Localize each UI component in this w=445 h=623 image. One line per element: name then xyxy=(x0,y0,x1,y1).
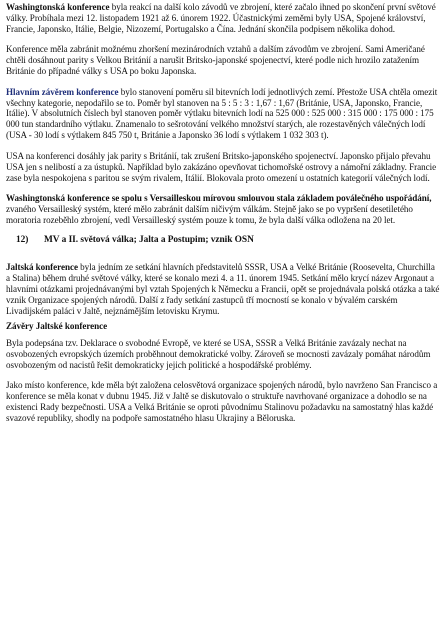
subheading-conclusions: Závěry Jaltské konference xyxy=(6,320,108,331)
paragraph-text: byla jedním ze setkání hlavních představitelů SSSR, USA a Velké Británie (Roosevelta, Churchilla a Stalina) během druhé světové války, které se konalo mezi 4. a 11. únorem 1945. Setkání mělo krycí název Argonaut a hlavními otázkami projednávanými byl vztah Spojených k Německu a Francii, opět se projednávala polská otázka a také vznik Organizace spojených národů. Další z řady setkání zastupců tří mocností se konalo v bývalém carském Livadijském paláci v Jaltě, nejznámějším letovisku Krymu. xyxy=(6,262,440,316)
paragraph-text: byla reakcí na další kolo závodů ve zbrojení, které začalo ihned po skončení první světové války. Probíhala mezi 12. listopadem 1921 až 6. únorem 1922. Účastnickými zeměmi byly USA, Spojené království, Francie, Japonsko, Itálie, Belgie, Nizozemí, Portugalsko a Čína. Jednání skončila podpisem několika dohod. xyxy=(6,2,436,34)
paragraph-jalta xyxy=(6,262,441,317)
paragraph-goals xyxy=(6,44,441,77)
paragraph-text: USA na konferenci dosáhly jak parity s Británií, tak zrušení Britsko-japonského spojenectví. Japonsko přijalo převahu USA jen s nelibostí a za ústupků. Například bylo zakázáno opevňovat tichomořské ostrovy a námořní základny. Francie zase byla nespokojena s paritou se svým rivalem, Itálií. Blokovala proto omezení u ostatních kategorií válečných lodí. xyxy=(6,150,437,183)
paragraph-main-conclusion xyxy=(6,87,441,142)
section-title: MV a II. světová válka; Jalta a Postupim; vznik OSN xyxy=(44,235,254,246)
paragraph-un-founding: Jako místo konference, kde měla být založena celosvětová organizace spojených národů, bylo navrženo San Francisco a konference se měla konat v dubnu 1945. Již v Jaltě se diskutovalo o struktuře navrhované organizace a dohodlo se na existenci Rady bezpečnosti. USA a Velká Británie se oproti původnímu Stalinovu požadavku na samostatný hlas každé svazové republiky, shodly na podpoře samostatného hlasu Ukrajiny a Běloruska. xyxy=(6,380,438,423)
section-heading xyxy=(6,235,441,246)
paragraph-versailles-system xyxy=(6,193,441,226)
paragraph-lead: Washingtonská konference xyxy=(6,2,110,12)
paragraph-washington-intro xyxy=(6,2,441,35)
paragraph-lead: Washingtonská konference se spolu s Versailleskou mírovou smlouvou stala základem poválečného uspořádání, xyxy=(6,193,432,204)
paragraph-outcomes xyxy=(6,151,441,184)
paragraph-lead: Hlavním závěrem konference xyxy=(6,86,119,97)
section-number: 12) xyxy=(16,235,29,246)
paragraph-text: zvaného Versailleský systém, které mělo zabránit dalším ničivým válkám. Stejně jako se po vypršení desetiletého moratoria rozeběhlo zbrojení, vedl Versailleský systém pouze k tomu, že byla další válka odložena na 20 let. xyxy=(6,203,413,225)
paragraph-lead: Jaltská konference xyxy=(6,262,78,273)
paragraph-text: Konference měla zabránit možnému zhoršení mezinárodních vztahů a dalším závodům ve zbrojení. Sami Američané chtěli dosáhnout parity s Velkou Británií a narušit Britsko-japonské spojenectví, které podle nich hrozilo zatažením Británie do případné války s USA po boku Japonska. xyxy=(6,44,425,77)
paragraph-text: bylo stanovení poměru sil bitevních lodí jednotlivých zemí. Přestože USA chtěla omezit všechny kategorie, nepodařilo se to. Poměr byl stanoven na 5 : 5 : 3 : 1,67 : 1,67 (Británie, USA, Japonsko, Francie, Itálie). V absolutních číslech byl stanoven poměr výtlaku bitevních lodí na 525 000 : 525 000 : 315 000 : 175 000 : 175 000 tun standardního výtlaku. Znamenalo to sešrotování velkého množství starých, ale rozestavěných válečných lodí (USA - 30 lodí s výtlakem 845 750 t, Británie a Japonsko 36 lodí s výtlakem 1 032 303 t). xyxy=(6,86,438,141)
paragraph-declaration: Byla podepsána tzv. Deklarace o svobodné Evropě, ve které se USA, SSSR a Velká Británie zavázaly nechat na osvobozených evropských územích proběhnout demokratické volby. Zároveň se mocnosti zavázaly pomáhat národům osvobozeným od nacistů řešit demokraticky jejich politické a hospodářské problémy. xyxy=(6,337,431,370)
